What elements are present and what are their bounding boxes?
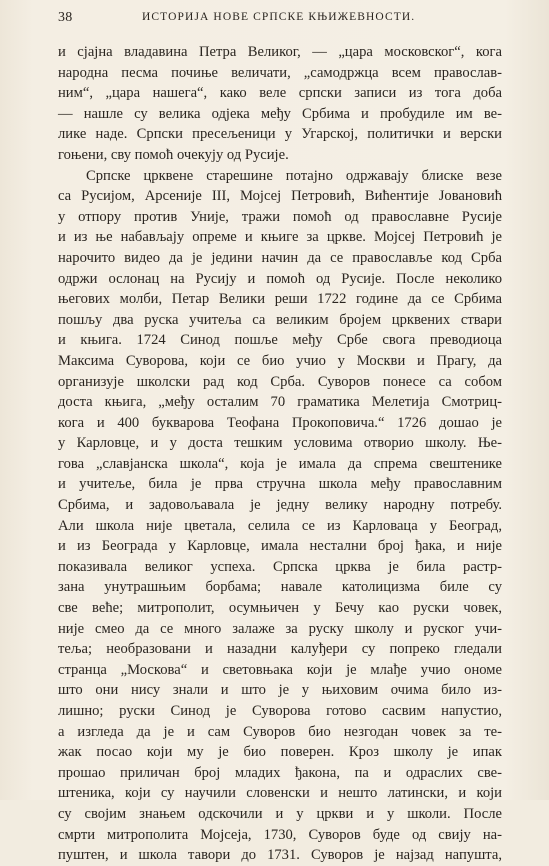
text-line: пошљу два руска учитеља са великим бројем црквених ствари <box>58 311 502 328</box>
text-line: пуштен, и школа тавори до 1731. Суворов је најзад напушта, <box>58 847 502 864</box>
text-line: и књига. 1724 Синод пошље међу Србе свога преводиоца <box>58 332 502 349</box>
text-line: Србима, и задовољавала је једну велику народну потребу. <box>58 497 502 514</box>
text-line: су својим знањем одскочили и у цркви и у школи. После <box>58 805 502 822</box>
text-line: у отпору против Уније, тражи помоћ од православне Русије <box>58 208 502 225</box>
text-line: Српске црквене старешине потајно одржавају блиске везе <box>86 167 502 184</box>
text-line: његових молби, Петар Велики реши 1722 године да се Србима <box>58 291 502 308</box>
text-line: са Русијом, Арсеније III, Мојсеј Петровић, Вићентије Јовановић <box>58 188 502 205</box>
text-line: теља; необразовани и назадни калуђери су попреко гледали <box>58 641 502 658</box>
text-line: није смео да се много залаже за руску школу и руског учи- <box>58 620 502 637</box>
text-line: ним“, „цара нашега“, како веле српски записи из тога доба <box>58 85 502 102</box>
text-line: а изгледа да је и сам Суворов био незгодан човек за те- <box>58 723 502 740</box>
text-line: и сјајна владавина Петра Великог, — „цара московског“, кога <box>58 44 502 60</box>
text-line: народна песма почиње величати, „самодржца всем православ- <box>58 64 502 81</box>
text-line: смрти митрополита Мојсеја, 1730, Суворов буде од свију на- <box>58 826 502 843</box>
paragraph <box>58 42 502 166</box>
running-title: ИСТОРИЈА НОВЕ СРПСКЕ КЊИЖЕВНОСТИ. <box>142 11 416 23</box>
page-number: 38 <box>58 10 73 25</box>
text-line: доста књига, „међу осталим 70 граматика Мелетија Смотриц- <box>58 394 502 411</box>
text-line: кога и 400 букварова Теофана Прокоповича.“ 1726 дошао је <box>58 414 502 431</box>
text-line: све веће; митрополит, осумњичен у Бечу као руски човек, <box>58 600 502 617</box>
text-line: одржи ослонац на Русију и помоћ од Русије. После неколико <box>58 270 502 287</box>
text-line: нарочито видео да је једини начин да се православље код Срба <box>58 249 502 266</box>
paragraph <box>58 166 502 866</box>
text-line: прошао приличан број младих ђакона, па и одраслих све- <box>58 764 502 781</box>
text-line: странца „Москова“ и световњака који је млађе учио ономе <box>58 661 502 678</box>
text-line: и из ње набављају опреме и књиге за цркве. Мојсеј Петровић је <box>58 229 502 246</box>
text-line: Максима Суворова, који се био учио у Москви и Прагу, да <box>58 352 502 369</box>
text-line: што они нису знали и што је у њиховим очима било из- <box>58 682 502 699</box>
text-line: гова „славјанска школа“, која је имала да спрема свештенике <box>58 455 502 472</box>
text-line: Али школа није цветала, селила се из Карловаца у Београд, <box>58 517 502 534</box>
text-line: показивала великог успеха. Српска црква је била растр- <box>58 558 502 575</box>
text-line: штеника, који су научили словенски и нешто латински, и који <box>58 785 502 802</box>
text-line: лишно; руски Синод је Суворова готово сасвим напустио, <box>58 703 502 719</box>
text-line: — нашле су велика одјека међу Србима и пробудиле им ве- <box>58 105 502 122</box>
text-line: и из Београда у Карловце, имала нестални број ђака, и није <box>58 538 502 555</box>
running-head <box>58 10 498 30</box>
body-text <box>58 42 502 866</box>
text-line: гоњени, сву помоћ очекују од Русије. <box>58 146 289 163</box>
text-line: зана унутрашњим борбама; навале католицизма биле су <box>58 579 502 596</box>
text-line: лике наде. Српски пресељеници у Угарској, политички и верски <box>58 126 502 143</box>
text-line: и учитеље, била је прва стручна школа међу православним <box>58 476 502 493</box>
text-line: у Карловце, и у доста тешким условима отворио школу. Ње- <box>58 435 502 452</box>
text-line: жак посао који му је био поверен. Кроз школу је ипак <box>58 744 502 761</box>
text-line: организује школски рад код Срба. Суворов понесе са собом <box>58 373 502 390</box>
